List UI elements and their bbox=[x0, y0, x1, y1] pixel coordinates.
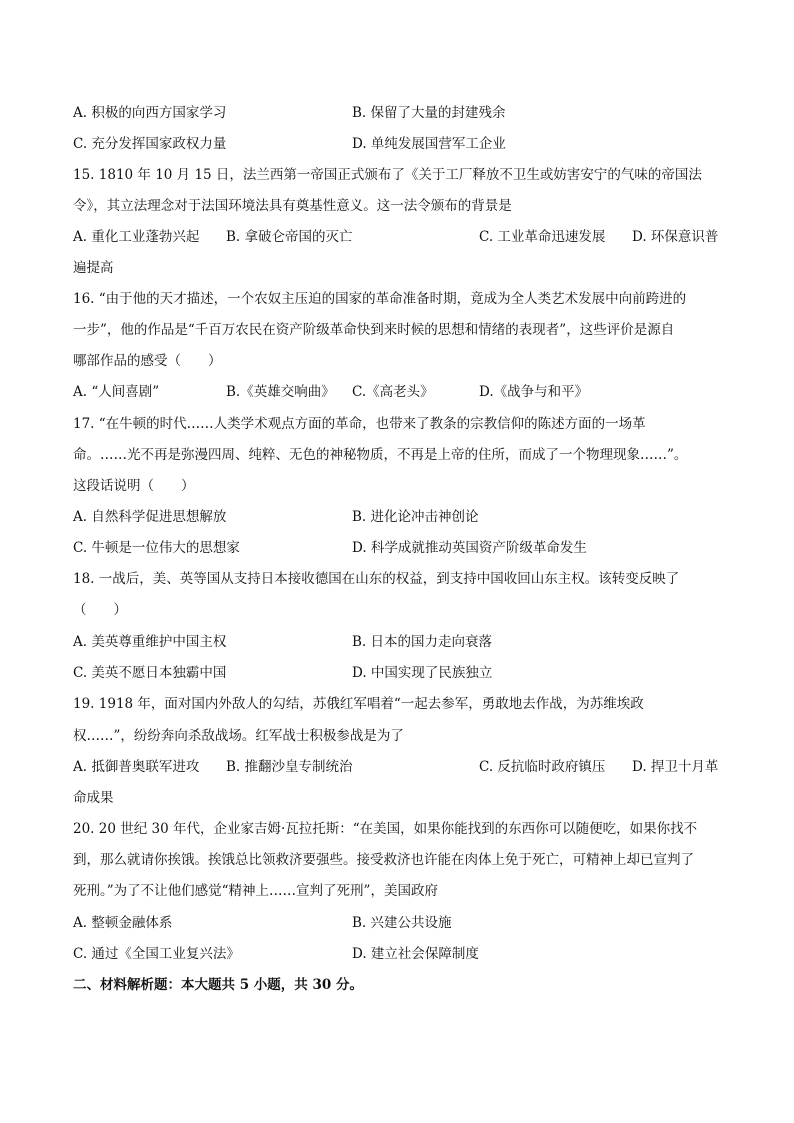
q19-stem-line-2: 权……”，纷纷奔向杀敌战场。红军战士积极参战是为了 bbox=[73, 728, 404, 744]
q15-option-c: C. 工业革命迅速发展 bbox=[479, 229, 606, 245]
q19-stem-line-1: 19. 1918 年，面对国内外敌人的勾结，苏俄红军唱着“一起去参军，勇敢地去作战，为苏维埃政 bbox=[73, 696, 644, 712]
q19-option-b: B. 推翻沙皇专制统治 bbox=[226, 759, 353, 775]
q16-stem-line-1: 16. “由于他的天才描述，一个农奴主压迫的国家的革命准备时期，竟成为全人类艺术发展中向前跨进的 bbox=[73, 291, 687, 307]
q18-option-b: B. 日本的国力走向衰落 bbox=[352, 634, 493, 650]
q20-option-b: B. 兴建公共设施 bbox=[352, 915, 452, 931]
q19-option-c: C. 反抗临时政府镇压 bbox=[479, 759, 606, 775]
q17-stem-line-3: 这段话说明（ ） bbox=[73, 478, 195, 494]
q15-stem-line-1: 15. 1810 年 10 月 15 日，法兰西第一帝国正式颁布了《关于工厂释放不卫生或妨害安宁的气味的帝国法 bbox=[73, 167, 702, 183]
q16-option-a: A. “人间喜剧” bbox=[73, 384, 160, 400]
q15-option-a: A. 重化工业蓬勃兴起 bbox=[73, 229, 200, 245]
q18-option-d: D. 中国实现了民族独立 bbox=[352, 665, 493, 681]
q15-option-d-continued: 遍提高 bbox=[73, 260, 114, 276]
q20-option-c: C. 通过《全国工业复兴法》 bbox=[73, 946, 240, 962]
q14-option-c: C. 充分发挥国家政权力量 bbox=[73, 136, 227, 152]
q16-stem-line-3: 哪部作品的感受（ ） bbox=[73, 353, 222, 369]
q20-stem-line-2: 到，那么就请你挨饿。挨饿总比领救济要强些。接受救济也许能在肉体上免于死亡，可精神上却已宣判了 bbox=[73, 852, 694, 868]
q19-option-a: A. 抵御普奥联军进攻 bbox=[73, 759, 200, 775]
q19-option-d: D. 捍卫十月革 bbox=[632, 759, 719, 775]
q14-option-a: A. 积极的向西方国家学习 bbox=[73, 105, 227, 121]
q15-option-d: D. 环保意识普 bbox=[632, 229, 719, 245]
section-heading: 二、材料解析题：本大题共 5 小题，共 30 分。 bbox=[73, 977, 363, 993]
q15-option-b: B. 拿破仑帝国的灭亡 bbox=[226, 229, 353, 245]
q18-option-a: A. 美英尊重维护中国主权 bbox=[73, 634, 227, 650]
q14-option-d: D. 单纯发展国营军工企业 bbox=[352, 136, 506, 152]
q19-option-d-continued: 命成果 bbox=[73, 790, 114, 806]
q17-option-c: C. 牛顿是一位伟大的思想家 bbox=[73, 540, 240, 556]
q20-option-a: A. 整顿金融体系 bbox=[73, 915, 173, 931]
q14-option-b: B. 保留了大量的封建残余 bbox=[352, 105, 506, 121]
q20-stem-line-3: 死刑。”为了不让他们感觉“精神上……宣判了死刑”，美国政府 bbox=[73, 883, 438, 899]
q17-stem-line-1: 17. “在牛顿的时代……人类学术观点方面的革命，也带来了教条的宗教信仰的陈述方面的一场革 bbox=[73, 416, 646, 432]
q17-option-a: A. 自然科学促进思想解放 bbox=[73, 509, 227, 525]
q16-stem-line-2: 一步”，他的作品是“千百万农民在资产阶级革命快到来时候的思想和情绪的表现者”，这些评价是源自 bbox=[73, 322, 675, 338]
q16-option-b: B.《英雄交响曲》 bbox=[226, 384, 335, 400]
q18-stem-line-1: 18. 一战后，美、英等国从支持日本接收德国在山东的权益，到支持中国收回山东主权。该转变反映了 bbox=[73, 571, 680, 587]
q17-stem-line-2: 命。……光不再是弥漫四周、纯粹、无色的神秘物质，不再是上帝的住所，而成了一个物理现象……”。 bbox=[73, 447, 688, 463]
q16-option-c: C.《高老头》 bbox=[352, 384, 434, 400]
q20-stem-line-1: 20. 20 世纪 30 年代，企业家吉姆·瓦拉托斯：“在美国，如果你能找到的东西你可以随便吃，如果你找不 bbox=[73, 821, 698, 837]
q15-stem-line-2: 令》，其立法理念对于法国环境法具有奠基性意义。这一法令颁布的背景是 bbox=[73, 198, 512, 214]
q18-option-c: C. 美英不愿日本独霸中国 bbox=[73, 665, 227, 681]
q18-stem-line-2: （ ） bbox=[73, 602, 127, 618]
q17-option-b: B. 进化论冲击神创论 bbox=[352, 509, 479, 525]
q17-option-d: D. 科学成就推动英国资产阶级革命发生 bbox=[352, 540, 587, 556]
q20-option-d: D. 建立社会保障制度 bbox=[352, 946, 479, 962]
q16-option-d: D.《战争与和平》 bbox=[479, 384, 589, 400]
